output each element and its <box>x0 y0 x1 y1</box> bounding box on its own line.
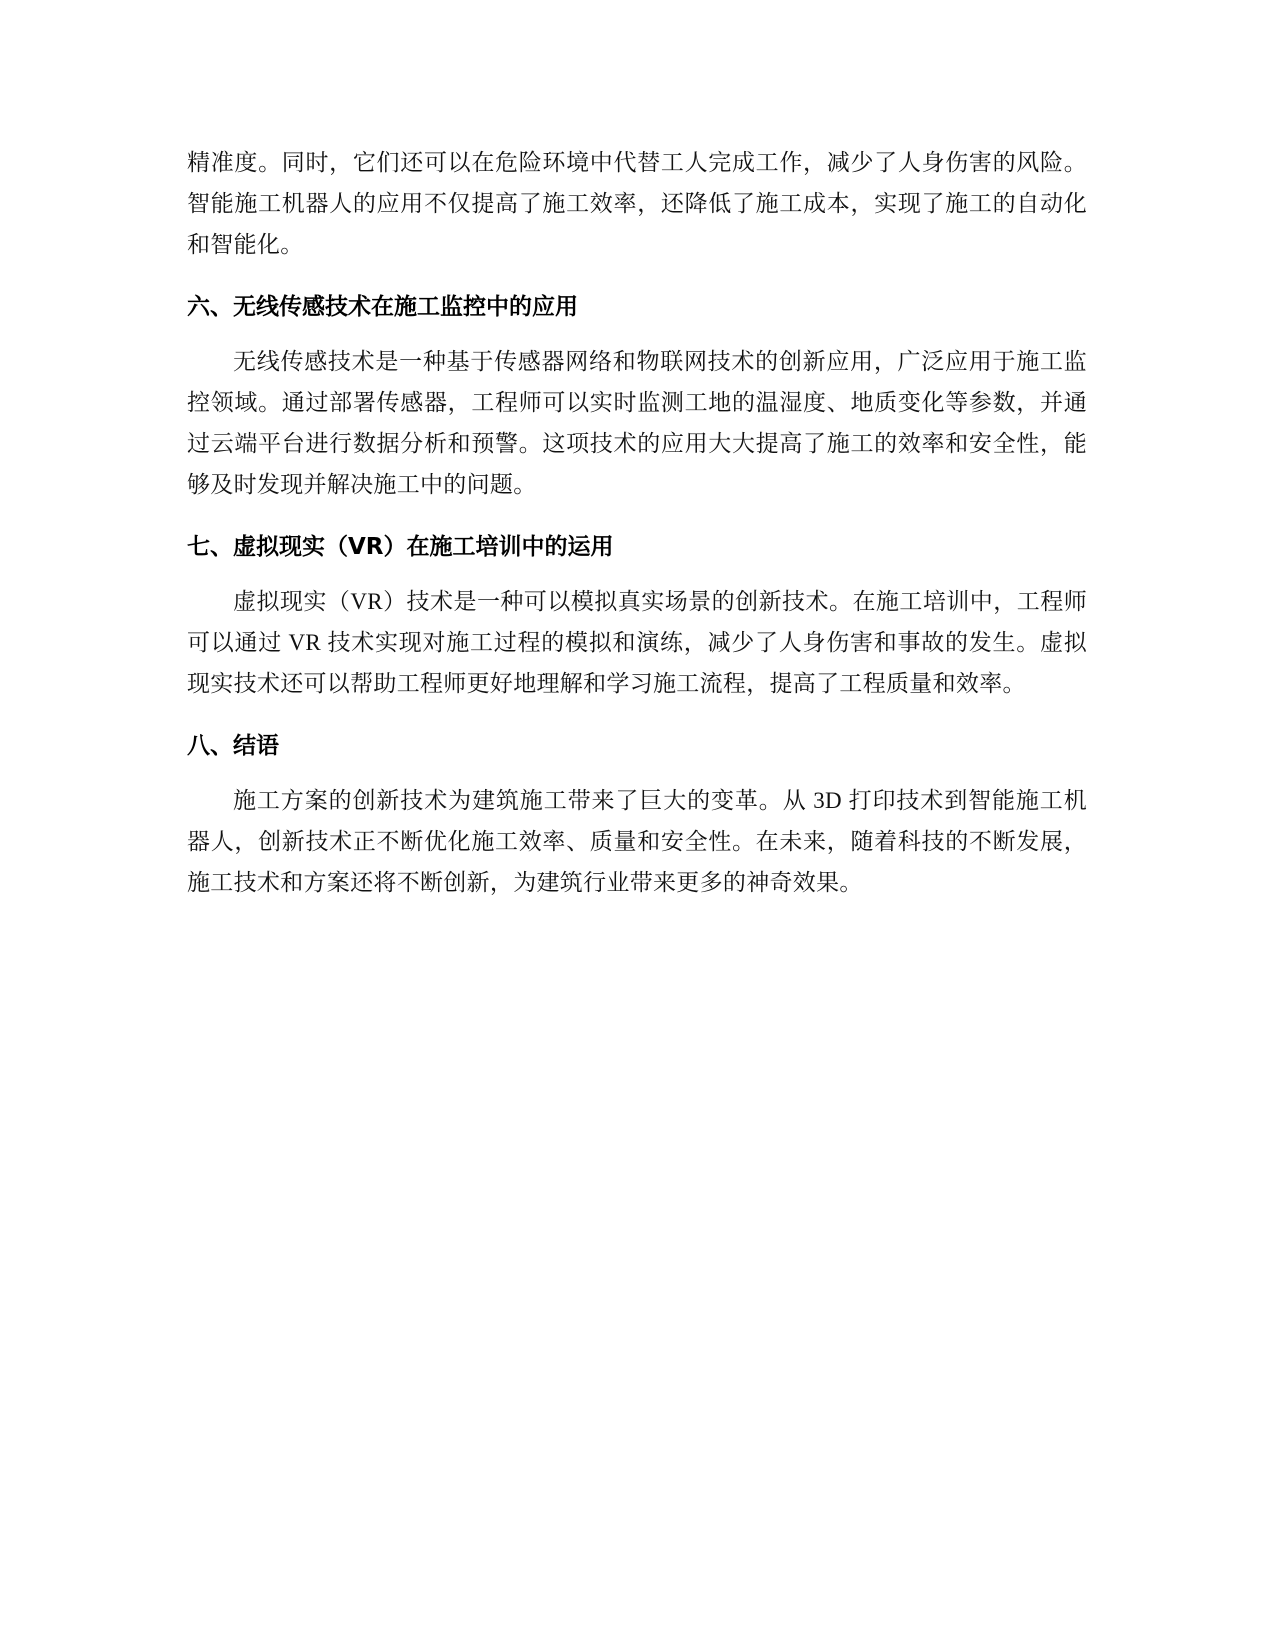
section-heading-6: 六、无线传感技术在施工监控中的应用 <box>187 294 578 320</box>
section-body-7: 虚拟现实（VR）技术是一种可以模拟真实场景的创新技术。在施工培训中，工程师可以通过 VR 技术实现对施工过程的模拟和演练，减少了人身伤害和事故的发生。虚拟现实技术还可以帮助工程师更好地理解和学习施工流程，提高了工程质量和效率。 <box>187 589 1087 696</box>
document-body <box>187 142 1087 903</box>
section-heading-7: 七、虚拟现实（VR）在施工培训中的运用 <box>187 534 614 560</box>
section-body-6: 无线传感技术是一种基于传感器网络和物联网技术的创新应用，广泛应用于施工监控领域。通过部署传感器，工程师可以实时监测工地的温湿度、地质变化等参数，并通过云端平台进行数据分析和预警。这项技术的应用大大提高了施工的效率和安全性，能够及时发现并解决施工中的问题。 <box>187 349 1087 497</box>
intro-paragraph: 精准度。同时，它们还可以在危险环境中代替工人完成工作，减少了人身伤害的风险。智能施工机器人的应用不仅提高了施工效率，还降低了施工成本，实现了施工的自动化和智能化。 <box>187 150 1087 257</box>
section-heading-8: 八、结语 <box>187 733 279 759</box>
section-body-8: 施工方案的创新技术为建筑施工带来了巨大的变革。从 3D 打印技术到智能施工机器人，创新技术正不断优化施工效率、质量和安全性。在未来，随着科技的不断发展，施工技术和方案还将不断创新，为建筑行业带来更多的神奇效果。 <box>187 788 1087 895</box>
